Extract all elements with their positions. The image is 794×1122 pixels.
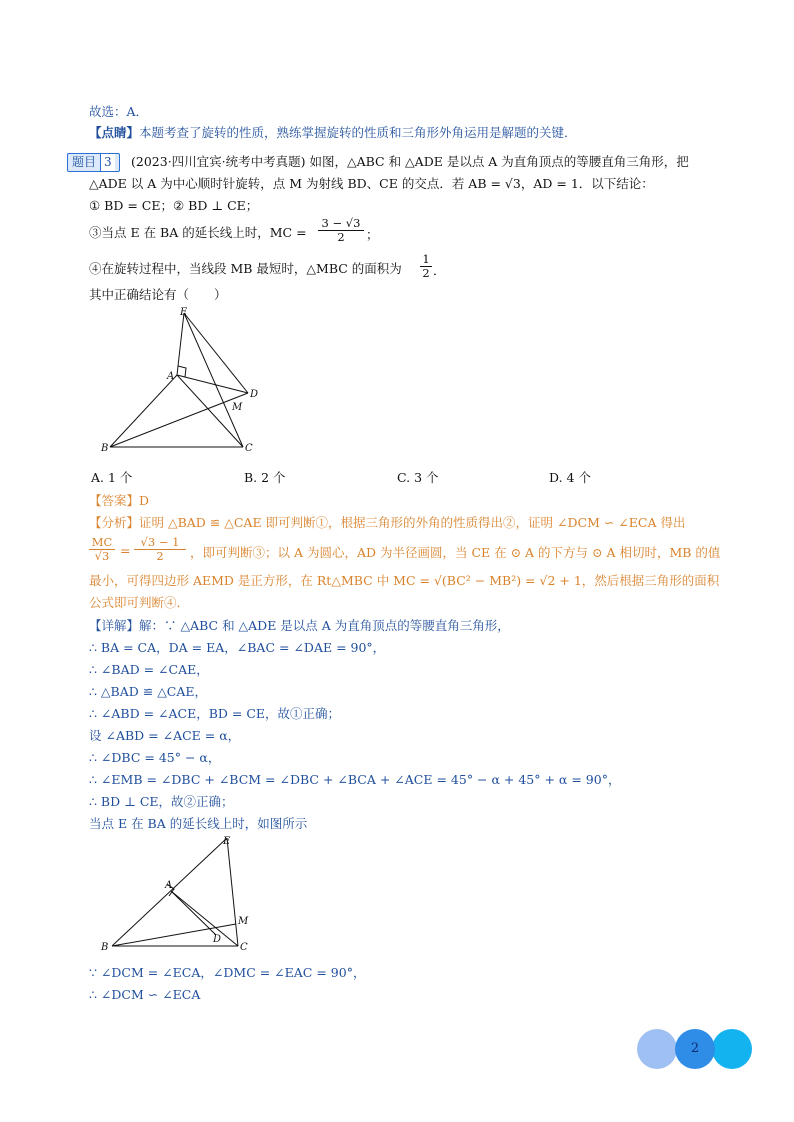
analysis-line-1: 【分析】证明 △BAD ≌ △CAE 即可判断①，根据三角形的外角的性质得出②，证明 ∠DCM ∽ ∠ECA 得出: [89, 515, 686, 530]
tip-tag: 【点睛】: [89, 125, 140, 140]
q5-numerator: 1: [422, 252, 430, 266]
answer-choice-line: 故选：A．: [89, 104, 149, 119]
analysis-line-2: ，即可判断③；以 A 为圆心，AD 为半径画圆，当 CE 在 ⊙ A 的下方与 ⊙ A 相切时，MB 的值: [190, 545, 721, 560]
figure-2: [95, 832, 265, 958]
fig2-label-C: C: [240, 942, 248, 953]
detail-line-12: ∴ ∠DCM ∽ ∠ECA: [89, 987, 201, 1002]
analysis-equals: =: [120, 543, 131, 558]
fig1-label-A: A: [167, 371, 175, 382]
analysis-line-4: 公式即可判断④．: [89, 595, 190, 610]
option-a[interactable]: A. 1 个: [91, 470, 133, 485]
detail-line-6: 设 ∠ABD = ∠ACE = α，: [89, 728, 241, 743]
q4-numerator: 3 − √3: [321, 216, 361, 230]
fig1-label-D: D: [250, 389, 259, 400]
q4-fraction: [318, 217, 364, 244]
analysis-frac1-num: MC: [91, 535, 113, 549]
question-line-1: (2023·四川宜宾·统考中考真题) 如图，△ABC 和 △ADE 是以点 A 为直角顶点的等腰直角三角形，把: [131, 154, 689, 169]
detail-line-10: 当点 E 在 BA 的延长线上时，如图所示: [89, 816, 308, 831]
analysis-frac1-den: √3: [89, 549, 115, 563]
fig1-label-M: M: [232, 402, 243, 413]
fig1-line-EA: [177, 313, 184, 375]
analysis-frac2-num: √3 − 1: [140, 535, 180, 549]
fig1-line-EC: [184, 313, 243, 447]
analysis-line-3: 最小，可得四边形 AEMD 是正方形，在 Rt△MBC 中 MC = √(BC² − MB²) = √2 + 1，然后根据三角形的面积: [89, 573, 720, 588]
fig1-label-B: B: [101, 443, 109, 454]
question-badge-label: 题目: [72, 155, 97, 169]
fig1-line-AB: [110, 375, 177, 447]
figure-1: [95, 305, 275, 455]
detail-line-11: ∵ ∠DCM = ∠ECA，∠DMC = ∠EAC = 90°，: [89, 965, 366, 980]
fig2-line-EC: [227, 838, 238, 946]
question-line-2: △ADE 以 A 为中心顺时针旋转，点 M 为射线 BD、CE 的交点．若 AB = √3，AD = 1．以下结论：: [89, 176, 654, 191]
detail-line-3: ∴ ∠BAD = ∠CAE，: [89, 662, 209, 677]
fig2-line-BE: [112, 838, 227, 946]
page-number: 2: [675, 1029, 715, 1069]
fig1-line-BD: [110, 393, 248, 447]
analysis-frac2-den: 2: [134, 549, 186, 563]
analysis-fraction-2: [134, 536, 186, 563]
q4-denominator: 2: [318, 230, 364, 244]
tip-line: [89, 125, 577, 141]
question-badge-number: 3: [100, 154, 115, 171]
fig2-label-A: A: [165, 880, 173, 891]
question-line-3: ① BD = CE；② BD ⊥ CE；: [89, 198, 259, 213]
option-d[interactable]: D. 4 个: [549, 470, 591, 485]
detail-line-9: ∴ BD ⊥ CE，故②正确；: [89, 794, 234, 809]
question-line-5: [89, 261, 402, 277]
question-line-4: [89, 225, 307, 241]
q4-text: ③当点 E 在 BA 的延长线上时，MC =: [89, 225, 307, 240]
detail-line-8: ∴ ∠EMB = ∠DBC + ∠BCM = ∠DBC + ∠BCA + ∠ACE = 45° − α + 45° + α = 90°，: [89, 772, 621, 787]
fig2-line-AC: [171, 891, 238, 946]
option-c[interactable]: C. 3 个: [397, 470, 439, 485]
detail-line-4: ∴ △BAD ≌ △CAE，: [89, 684, 208, 699]
option-b[interactable]: B. 2 个: [244, 470, 286, 485]
question-badge: [67, 153, 120, 172]
fig2-label-E: E: [223, 836, 231, 847]
page-circle-right: [712, 1029, 752, 1069]
q4-end: ；: [366, 227, 379, 242]
q5-end: ．: [433, 263, 446, 278]
tip-text: 本题考查了旋转的性质，熟练掌握旋转的性质和三角形外角运用是解题的关键．: [139, 125, 577, 140]
fig2-label-D: D: [213, 934, 222, 945]
fig1-label-E: E: [180, 307, 188, 318]
fig1-label-C: C: [245, 443, 253, 454]
page-circle-left: [637, 1029, 677, 1069]
analysis-fraction-1: [89, 536, 115, 563]
answer-line: 【答案】D: [89, 493, 150, 508]
detail-line-2: ∴ BA = CA，DA = EA，∠BAC = ∠DAE = 90°，: [89, 640, 386, 655]
fig1-line-ED: [184, 313, 248, 393]
detail-line-5: ∴ ∠ABD = ∠ACE，BD = CE，故①正确；: [89, 706, 341, 721]
q5-denominator: 2: [420, 266, 432, 280]
fig2-label-B: B: [101, 942, 109, 953]
detail-line-7: ∴ ∠DBC = 45° − α，: [89, 750, 221, 765]
question-line-6: 其中正确结论有（ ）: [89, 287, 227, 302]
fig2-label-M: M: [238, 916, 249, 927]
detail-line-1: 【详解】解：∵ △ABC 和 △ADE 是以点 A 为直角顶点的等腰直角三角形，: [89, 618, 510, 633]
q5-fraction: [420, 253, 432, 280]
q5-text: ④在旋转过程中，当线段 MB 最短时，△MBC 的面积为: [89, 261, 402, 276]
